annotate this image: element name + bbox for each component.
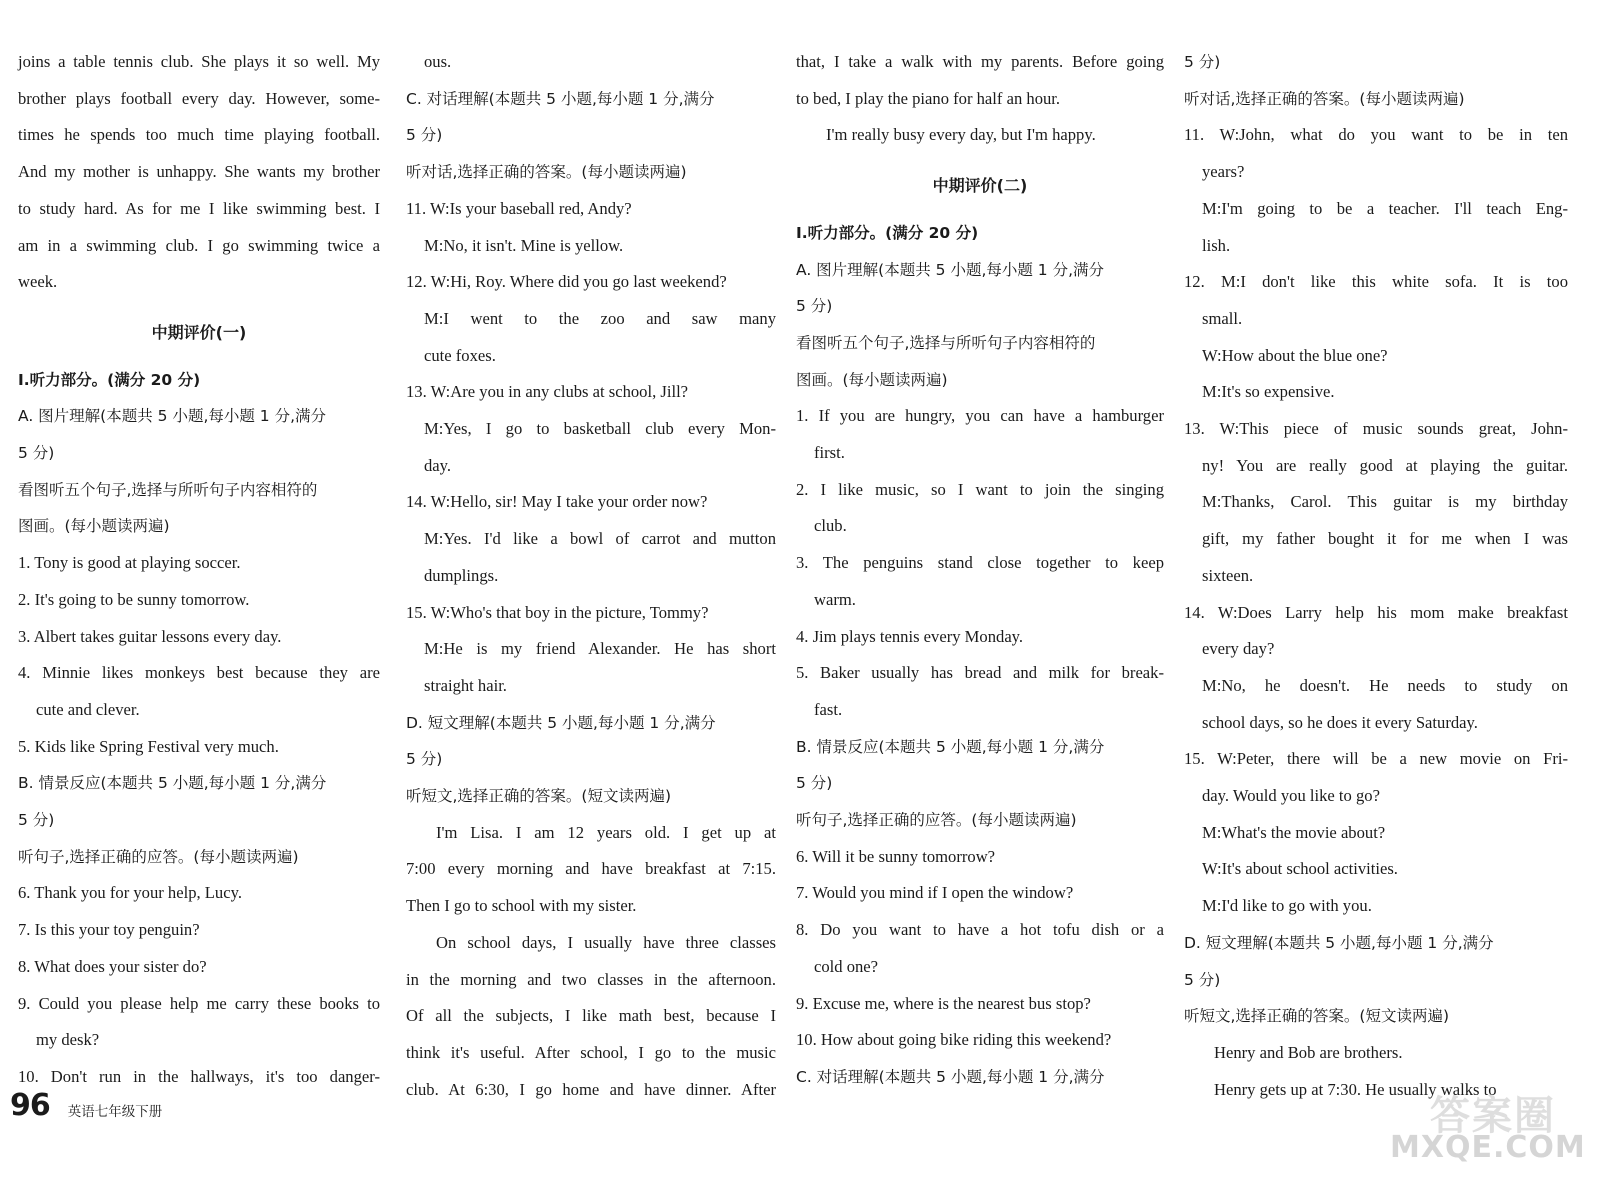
list-item-cont: my desk? [36,1030,100,1050]
instruction: 看图听五个句子,选择与所听句子内容相符的 [18,480,318,499]
sub-part-title-cont: 5 分) [18,444,55,463]
instruction: 听句子,选择正确的应答。(每小题读两遍) [796,811,1077,830]
sub-part-title-cont: 5 分) [1184,53,1221,71]
list-item: 4. Minnie likes monkeys best because they are [18,663,380,683]
dialogue-line: cute foxes. [424,345,496,365]
dialogue-line: 12. M:I don't like this white sofa. It is too [1184,272,1568,292]
column-2 [406,44,776,1108]
dialogue-line: M:I'd like to go with you. [1202,896,1372,916]
instruction: 听短文,选择正确的答案。(短文读两遍) [1184,1007,1450,1026]
dialogue-line: 14. W:Hello, sir! May I take your order now? [406,492,708,512]
dialogue-line: every day? [1202,639,1275,659]
text-line: joins a table tennis club. She plays it so well. My [18,52,380,71]
dialogue-line: 15. W:Who's that boy in the picture, Tommy? [406,602,709,622]
list-item-cont: fast. [814,699,843,719]
list-item: 5. Kids like Spring Festival very much. [18,736,279,756]
column-1 [18,44,380,1096]
passage-line: On school days, I usually have three classes [436,932,776,952]
list-item: 1. Tony is good at playing soccer. [18,553,241,573]
dialogue-line: 14. W:Does Larry help his mom make breakfast [1184,602,1568,622]
sub-part-title-cont: 5 分) [406,750,443,769]
text-line: And my mother is unhappy. She wants my brother [18,162,380,182]
instruction: 听短文,选择正确的答案。(短文读两遍) [406,787,672,806]
passage-line: Henry gets up at 7:30. He usually walks to [1214,1079,1497,1099]
list-item: 9. Excuse me, where is the nearest bus stop? [796,993,1091,1013]
text-line: times he spends too much time playing football. [18,125,380,145]
dialogue-line: M:What's the movie about? [1202,822,1386,842]
book-name: 英语七年级下册 [67,1104,163,1120]
sub-part-title-cont: 5 分) [1184,970,1221,989]
text-line: brother plays football every day. However, some- [18,88,380,108]
dialogue-line: ny! You are really good at playing the guitar. [1202,455,1568,475]
dialogue-line: 11. W:John, what do you want to be in ten [1184,125,1568,145]
sub-part-title-cont: 5 分) [796,297,833,316]
dialogue-line: M:Yes. I'd like a bowl of carrot and mutton [424,529,776,549]
dialogue-line: M:Thanks, Carol. This guitar is my birthday [1202,492,1568,512]
dialogue-line: M:He is my friend Alexander. He has short [424,639,776,659]
passage-line: 7:00 every morning and have breakfast at 7:15. [406,859,776,879]
text-line: to study hard. As for me I like swimming best. I [18,198,380,218]
instruction: 听句子,选择正确的应答。(每小题读两遍) [18,847,299,866]
text-line: am in a swimming club. I go swimming twice a [18,235,380,255]
sub-part-title: C. 对话理解(本题共 5 小题,每小题 1 分,满分 [796,1067,1105,1086]
list-item: 10. How about going bike riding this weekend? [796,1030,1112,1050]
dialogue-line: M:No, it isn't. Mine is yellow. [424,235,624,255]
dialogue-line: M:I'm going to be a teacher. I'll teach Eng- [1202,198,1568,218]
watermark-url: MXQE.COM [1390,1130,1586,1165]
section-heading: 中期评价(一) [151,322,247,342]
dialogue-line: lish. [1202,235,1231,255]
list-item-cont: first. [814,443,845,463]
dialogue-line: dumplings. [424,565,499,585]
list-item: 9. Could you please help me carry these books to [18,993,380,1013]
list-item-cont: cold one? [814,956,879,976]
passage-line: club. At 6:30, I go home and have dinner. After [406,1079,776,1099]
list-item: 5. Baker usually has bread and milk for break- [796,663,1164,683]
list-item: 7. Would you mind if I open the window? [796,883,1074,903]
dialogue-line: 11. W:Is your baseball red, Andy? [406,198,632,218]
watermark-logo-text: 答案圈 [1430,1093,1556,1139]
passage-line: think it's useful. After school, I go to the music [406,1042,776,1062]
list-item-cont: cute and clever. [36,699,140,719]
list-item: 2. I like music, so I want to join the singing [796,479,1164,499]
list-item: 6. Will it be sunny tomorrow? [796,846,996,866]
sub-part-title: A. 图片理解(本题共 5 小题,每小题 1 分,满分 [796,260,1105,279]
column-4 [1184,44,1568,1108]
section-heading: 中期评价(二) [932,176,1028,196]
dialogue-line: M:I went to the zoo and saw many [424,308,776,328]
list-item: 2. It's going to be sunny tomorrow. [18,589,250,609]
dialogue-line: W:It's about school activities. [1202,859,1398,879]
list-item: 3. The penguins stand close together to keep [796,553,1164,573]
dialogue-line: 13. W:Are you in any clubs at school, Jill? [406,382,689,402]
passage-line: Henry and Bob are brothers. [1214,1042,1403,1062]
dialogue-line: straight hair. [424,675,507,695]
dialogue-line: school days, so he does it every Saturday. [1202,712,1478,732]
page-footer [10,1085,162,1125]
dialogue-line: sixteen. [1202,565,1254,585]
sub-part-title-cont: 5 分) [796,774,833,793]
dialogue-line: day. Would you like to go? [1202,786,1380,806]
dialogue-line: M:Yes, I go to basketball club every Mon- [424,419,776,439]
list-item: 6. Thank you for your help, Lucy. [18,883,242,903]
list-item: 10. Don't run in the hallways, it's too danger- [18,1066,380,1086]
passage-line: I'm Lisa. I am 12 years old. I get up at [436,822,776,842]
list-item-cont: ous. [424,52,452,71]
sub-part-title: C. 对话理解(本题共 5 小题,每小题 1 分,满分 [406,89,715,108]
list-item-cont: club. [814,516,847,536]
dialogue-line: gift, my father bought it for me when I was [1202,529,1568,549]
passage-line: that, I take a walk with my parents. Before going [796,52,1164,71]
list-item: 7. Is this your toy penguin? [18,920,200,940]
list-item-cont: warm. [814,589,856,609]
passage-line: Of all the subjects, I like math best, because I [406,1006,776,1026]
sub-part-title-cont: 5 分) [406,126,443,145]
list-item: 1. If you are hungry, you can have a hamburger [796,406,1164,426]
list-item: 8. What does your sister do? [18,956,207,976]
sub-part-title: D. 短文理解(本题共 5 小题,每小题 1 分,满分 [1184,933,1494,952]
dialogue-line: 12. W:Hi, Roy. Where did you go last weekend? [406,272,727,292]
part-title: Ⅰ.听力部分。(满分 20 分) [18,370,201,389]
sub-part-title: B. 情景反应(本题共 5 小题,每小题 1 分,满分 [18,774,327,793]
passage-line: I'm really busy every day, but I'm happy. [826,125,1096,145]
instruction: 图画。(每小题读两遍) [796,370,948,389]
sub-part-title: A. 图片理解(本题共 5 小题,每小题 1 分,满分 [18,407,327,426]
part-title: Ⅰ.听力部分。(满分 20 分) [796,223,979,242]
passage-line: to bed, I play the piano for half an hour. [796,88,1061,108]
dialogue-line: 13. W:This piece of music sounds great, John- [1184,419,1568,439]
instruction: 听对话,选择正确的答案。(每小题读两遍) [406,163,687,182]
list-item: 8. Do you want to have a hot tofu dish or a [796,920,1164,940]
list-item: 3. Albert takes guitar lessons every day. [18,626,282,646]
sub-part-title: B. 情景反应(本题共 5 小题,每小题 1 分,满分 [796,737,1105,756]
column-3 [796,44,1164,1096]
text-line: week. [18,272,58,292]
dialogue-line: M:It's so expensive. [1202,382,1335,402]
sub-part-title: D. 短文理解(本题共 5 小题,每小题 1 分,满分 [406,713,716,732]
instruction: 图画。(每小题读两遍) [18,517,170,536]
passage-line: Then I go to school with my sister. [406,896,637,916]
page-number: 96 [10,1087,50,1123]
dialogue-line: 15. W:Peter, there will be a new movie on Fri- [1184,749,1568,769]
passage-line: in the morning and two classes in the afternoon. [406,969,776,989]
sub-part-title-cont: 5 分) [18,811,55,830]
instruction: 听对话,选择正确的答案。(每小题读两遍) [1184,89,1465,108]
list-item: 4. Jim plays tennis every Monday. [796,626,1024,646]
dialogue-line: W:How about the blue one? [1202,345,1388,365]
dialogue-line: M:No, he doesn't. He needs to study on [1202,675,1568,695]
dialogue-line: years? [1202,162,1245,182]
instruction: 看图听五个句子,选择与所听句子内容相符的 [796,333,1096,352]
dialogue-line: small. [1202,308,1243,328]
dialogue-line: day. [424,455,452,475]
